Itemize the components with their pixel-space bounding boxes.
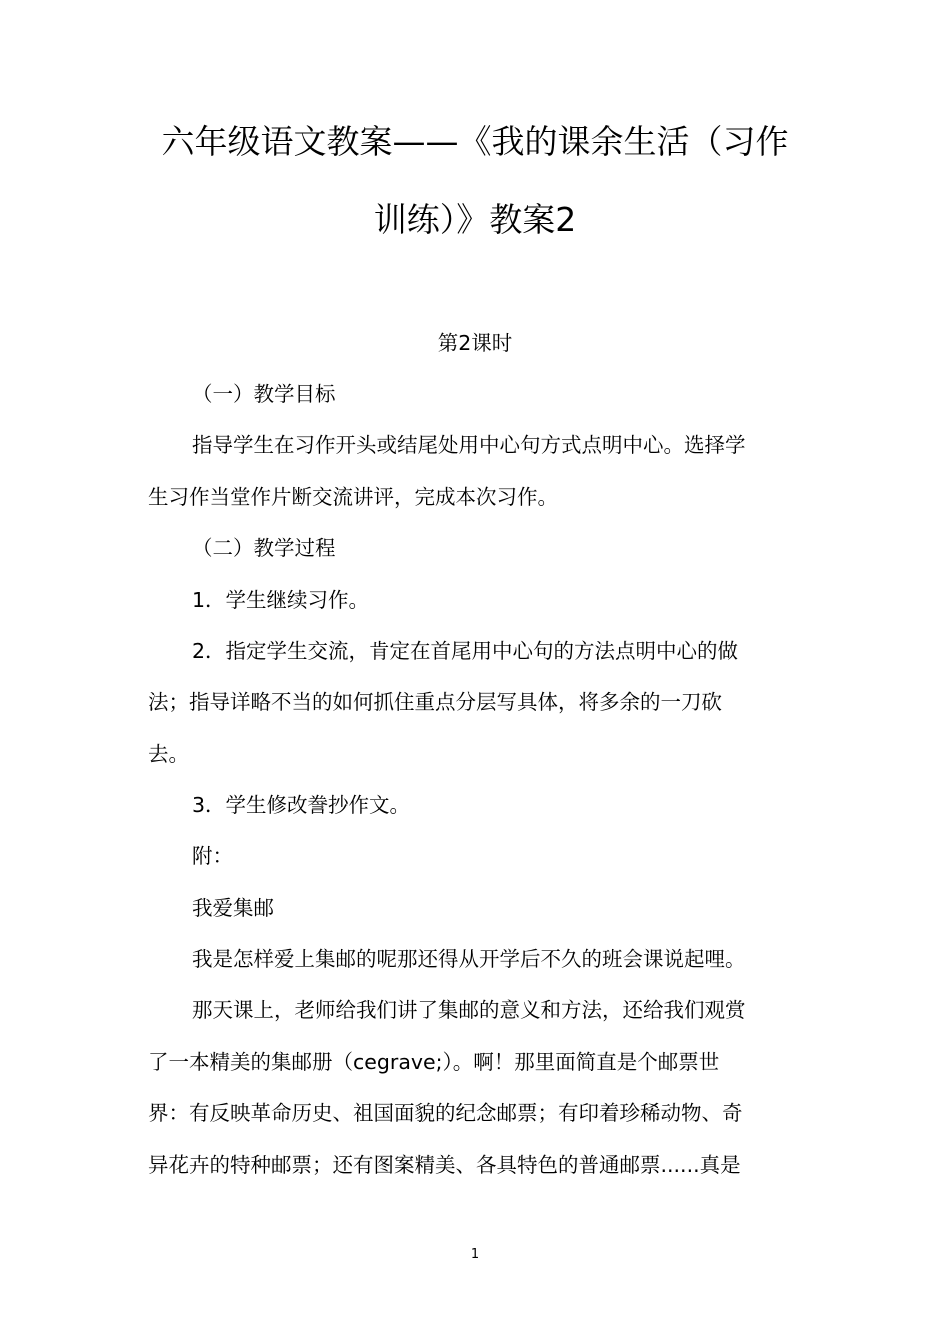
essay-paragraph-line: 异花卉的特种邮票；还有图案精美、各具特色的普通邮票......真是 xyxy=(148,1153,741,1177)
essay-paragraph-line: 那天课上，老师给我们讲了集邮的意义和方法，还给我们观赏 xyxy=(192,998,746,1022)
section-heading-goals: （一）教学目标 xyxy=(192,382,336,406)
process-step-2-line: 2．指定学生交流，肯定在首尾用中心句的方法点明中心的做 xyxy=(192,639,739,663)
process-step-2-line: 去。 xyxy=(148,742,189,766)
goal-text-line: 指导学生在习作开头或结尾处用中心句方式点明中心。选择学 xyxy=(192,433,746,457)
process-step-3: 3．学生修改誊抄作文。 xyxy=(192,793,411,817)
document-title-line-1: 六年级语文教案——《我的课余生活（习作 xyxy=(161,122,789,161)
page-number: 1 xyxy=(470,1247,480,1262)
document-title-line-2: 训练）》教案2 xyxy=(373,200,577,239)
goal-text-line: 生习作当堂作片断交流讲评，完成本次习作。 xyxy=(148,485,558,509)
process-step-2-line: 法；指导详略不当的如何抓住重点分层写具体，将多余的一刀砍 xyxy=(148,690,722,714)
appendix-label: 附： xyxy=(192,844,233,868)
lesson-label: 第2课时 xyxy=(437,331,513,355)
essay-paragraph-line: 了一本精美的集邮册（cegrave;）。啊！那里面简直是个邮票世 xyxy=(148,1050,720,1074)
essay-title: 我爱集邮 xyxy=(192,896,274,920)
essay-paragraph-line: 我是怎样爱上集邮的呢那还得从开学后不久的班会课说起哩。 xyxy=(192,947,746,971)
essay-paragraph-line: 界：有反映革命历史、祖国面貌的纪念邮票；有印着珍稀动物、奇 xyxy=(148,1101,743,1125)
process-step-1: 1．学生继续习作。 xyxy=(192,588,370,612)
section-heading-process: （二）教学过程 xyxy=(192,536,336,560)
